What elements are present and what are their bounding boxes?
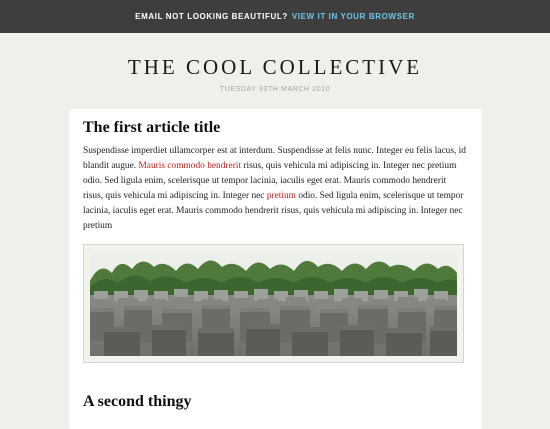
- memorial-photo: [90, 251, 457, 356]
- article-title: A second thingy: [83, 393, 192, 410]
- article-first: [69, 109, 482, 363]
- content-card: [69, 109, 482, 429]
- inline-link-pretium[interactable]: pretium: [266, 191, 296, 201]
- view-in-browser-link[interactable]: VIEW IT IN YOUR BROWSER: [291, 12, 415, 21]
- article-second: [69, 393, 482, 411]
- body-text: risus, quis vehicula mi adipiscing in. Integer nec pretium odio. Sed ligula enim, scelerisque ut tempor lacinia, iaculis eget erat. Mauris commodo hendrerit risus, quis vehicula mi adipiscing in. Integer nec: [83, 161, 457, 201]
- article-image: [83, 244, 464, 363]
- article-title: The first article title: [83, 119, 221, 136]
- email-notice-text: EMAIL NOT LOOKING BEAUTIFUL?: [135, 12, 288, 21]
- article-body: [83, 144, 468, 234]
- body-text: odio. Sed ligula enim, scelerisque ut tempor lacinia, iaculis eget erat. Mauris commodo hendrerit risus, quis vehicula mi adipiscing in. Integer nec pretium: [83, 191, 464, 231]
- masthead: [0, 33, 550, 93]
- issue-date: TUESDAY 30TH MARCH 2010: [219, 86, 331, 93]
- newsletter-title: THE COOL COLLECTIVE: [127, 55, 423, 79]
- inline-link-mauris[interactable]: Mauris commodo hendrerit: [138, 161, 242, 171]
- body-text: Suspendisse imperdiet ullamcorper est at interdum. Suspendisse at felis nunc. Integer eu felis lacus, id blandit augue.: [83, 146, 466, 171]
- top-notice-bar: [0, 0, 550, 33]
